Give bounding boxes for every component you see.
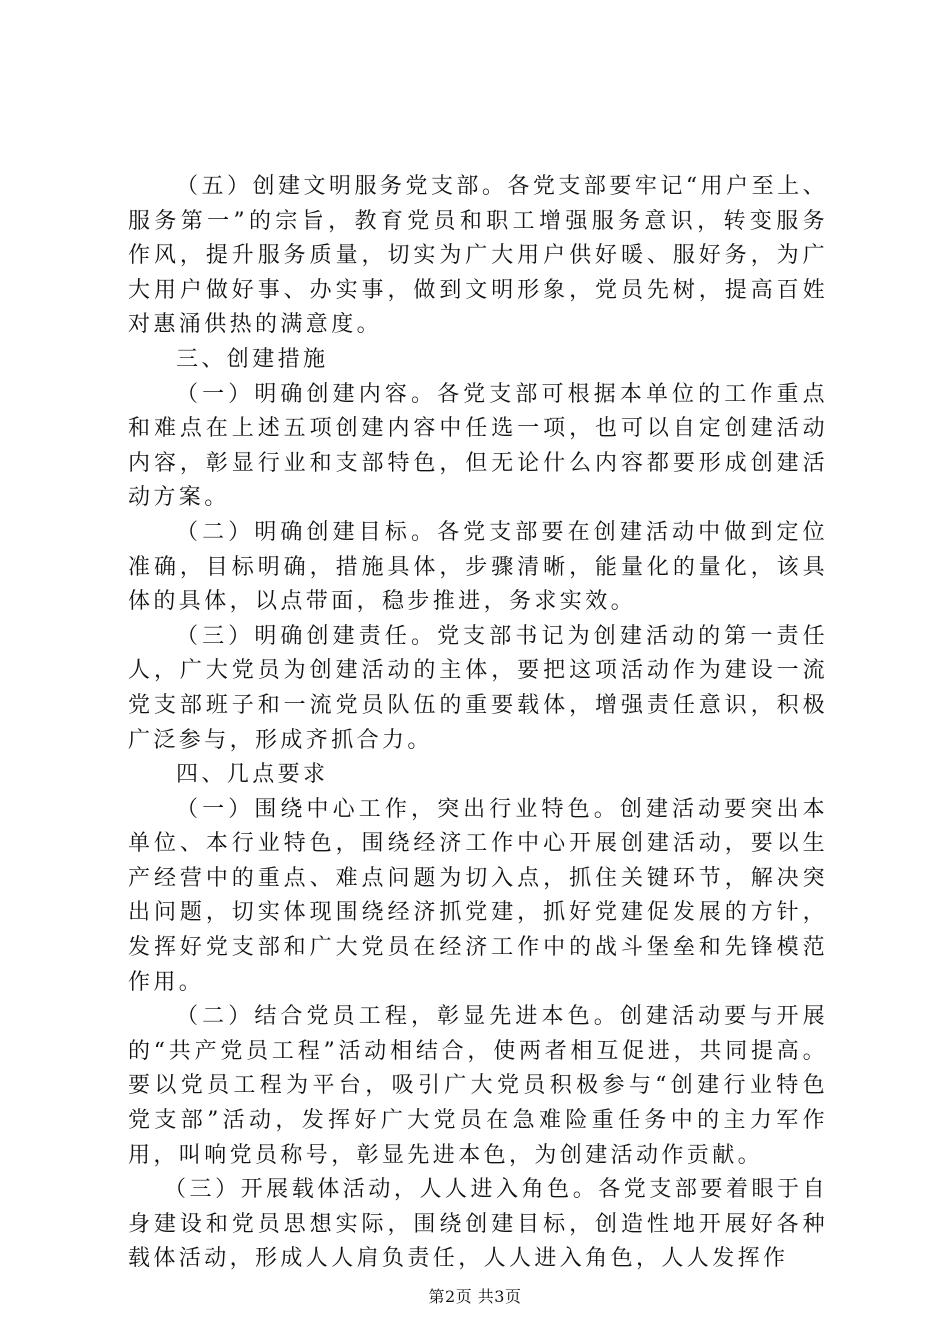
requirement-1-center-work: （一）围绕中心工作，突出行业特色。创建活动要突出本单位、本行业特色，围绕经济工作中心开展创建活动，要以生产经营中的重点、难点问题为切入点，抓住关键环节，解决突出问题，切实体现围绕经济抓党建，抓好党建促发展的方针，发挥好党支部和广大党员在经济工作中的战斗堡垒和先锋模范作用。 <box>128 796 828 995</box>
section-heading-measures: 三、创建措施 <box>176 346 329 372</box>
paragraph-2-goals: （二）明确创建目标。各党支部要在创建活动中做到定位准确，目标明确，措施具体，步骤清晰，能量化的量化，该具体的具体，以点带面，稳步推进，务求实效。 <box>128 519 828 615</box>
paragraph-1-content: （一）明确创建内容。各党支部可根据本单位的工作重点和难点在上述五项创建内容中任选一项，也可以自定创建活动内容，彰显行业和支部特色，但无论什么内容都要形成创建活动方案。 <box>128 381 828 511</box>
page-footer: 第2页 共3页 <box>428 1287 522 1306</box>
requirement-2-party-member-project: （二）结合党员工程，彰显先进本色。创建活动要与开展的“共产党员工程”活动相结合，使两者相互促进，共同提高。要以党员工程为平台，吸引广大党员积极参与“创建行业特色党支部”活动，发挥好广大党员在急难险重任务中的主力军作用，叫响党员称号，彰显先进本色，为创建活动作贡献。 <box>128 1004 828 1168</box>
section-heading-requirements: 四、几点要求 <box>176 762 329 788</box>
document-body <box>128 170 828 1277</box>
requirement-3-carrier-activities: （三）开展载体活动，人人进入角色。各党支部要着眼于自身建设和党员思想实际，围绕创建目标，创造性地开展好各种载体活动，形成人人肩负责任，人人进入角色，人人发挥作 <box>128 1177 828 1272</box>
paragraph-5-civilized-service: （五）创建文明服务党支部。各党支部要牢记“用户至上、服务第一”的宗旨，教育党员和职工增强服务意识，转变服务作风，提升服务质量，切实为广大用户供好暖、服好务，为广大用户做好事、办实事，做到文明形象，党员先树，提高百姓对惠涌供热的满意度。 <box>128 174 828 338</box>
paragraph-3-responsibility: （三）明确创建责任。党支部书记为创建活动的第一责任人，广大党员为创建活动的主体，要把这项活动作为建设一流党支部班子和一流党员队伍的重要载体，增强责任意识，积极广泛参与，形成齐抓合力。 <box>128 623 828 753</box>
